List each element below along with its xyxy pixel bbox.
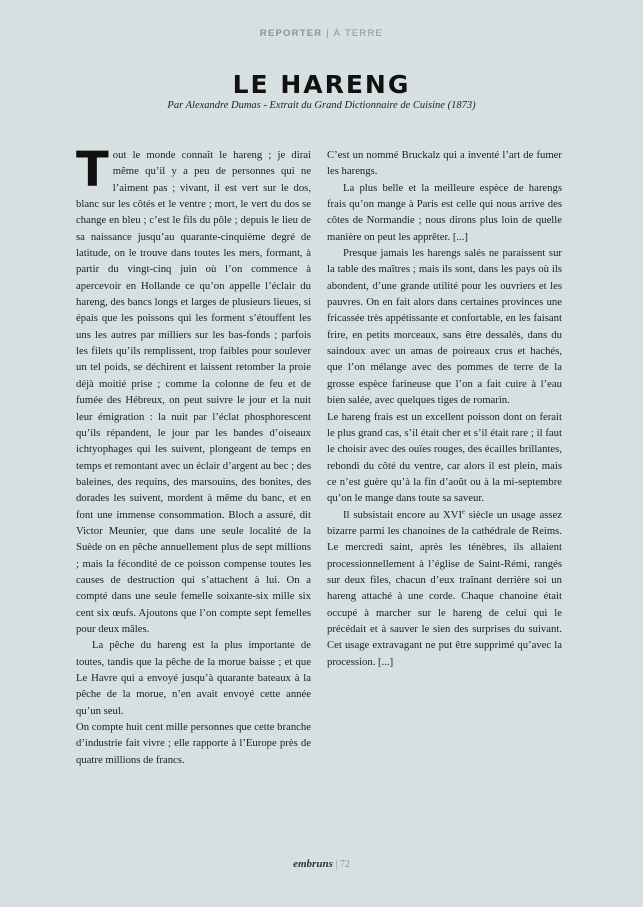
drop-cap: T: [76, 142, 109, 198]
article-byline: Par Alexandre Dumas - Extrait du Grand Dictionnaire de Cuisine (1873): [167, 100, 476, 111]
century-superscript: e: [462, 508, 465, 515]
page-footer: [0, 858, 643, 870]
paragraph-2: La pêche du hareng est la plus importante de toutes, tandis que la pêche de la morue baisse ; et que Le Havre qui a envoyé jusqu’à quarante bateaux à la pêche de la morue, n’en avait envoyé cette année qu’un seul.: [76, 639, 311, 717]
paragraph-8: [327, 507, 562, 670]
right-column: [327, 147, 562, 670]
article-title: LE HARENG: [232, 70, 411, 99]
header-separator: |: [322, 28, 334, 39]
paragraph-1: [76, 142, 311, 637]
paragraph-1-text: out le monde connaît le hareng ; je dirai même qu’il y a peu de personnes qui ne l’aiment pas ; vivant, il est vert sur le dos, blanc sur les côtés et le ventre ; mort, le vert du dos se change en bleu ; c’est le fils du pôle ; depuis le lieu de sa naissance jusqu’au quarante-cinquième degré de latitude, on le trouve dans toutes les mers, formant, à partir du vingt-cinq juin où l’on commence à apercevoir en Hollande ce qu’on appelle l’éclair du hareng, des bancs longs et larges de plusieurs lieues, si épais que les poissons qui les forment s’étouffent les uns les autres par milliers sur les bas-fonds ; parfois les filets qu’ils remplissent, trop faibles pour soulever un tel poids, se déchirent et laissent retomber la proie déjà moitié prise ; comme la colonne de feu et de fumée des Hébreux, on peut suivre le jour et la nuit leur émigration : la nuit par l’éclat phosphorescent qu’ils répandent, le jour par les bandes d’oiseaux ichtyophages qui les suivent, plongeant de temps en temps et remontant avec un éclair d’argent au bec ; des baleines, des requins, des marsouins, des bonites, des dorades les suivent, mordent à même du banc, et en font une immense consommation. Bloch a assuré, dit Victor Meunier, que dans une seule localité de la Suède on en pêche annuellement plus de sept millions ; mais la fécondité de ce poisson compense toutes les causes de destruction qui s’attachent à lui. On a compté dans une seule femelle soixante-six mille six cent six œufs. Ajoutons que l’on compte sept femelles pour deux mâles.: [76, 149, 311, 635]
magazine-name: embruns: [293, 858, 333, 870]
paragraph-3: On compte huit cent mille personnes que cette branche d’industrie fait vivre ; elle rapporte à l’Europe près de quatre millions de francs.: [76, 721, 311, 766]
footer-separator: |: [332, 859, 340, 870]
subsection-label: À TERRE: [333, 28, 384, 39]
left-column: [76, 142, 311, 768]
paragraph-8-rest: siècle un usage assez bizarre parmi les chanoines de la cathédrale de Reims. Le mercredi saint, après les ténèbres, ils allaient processionnellement à l’église de Saint-Rémi, rangés sur deux files, chacun d’eux traînant derrière soi un hareng attaché à une corde. Chaque chanoine était occupé à marcher sur le hareng de celui qui le précédait et à sauver le sien des surprises du suivant. Cet usage extravagant ne put être supprimé qu’avec la procession. [...]: [327, 508, 563, 668]
paragraph-8-start: Il subsistait encore au XVI: [343, 508, 463, 521]
paragraph-6: Presque jamais les harengs salés ne paraissent sur la table des maîtres ; mais ils sont, dans les pays où ils abondent, d’une grande utilité pour les ouvriers et les pauvres. On en fait alors dans certaines provinces une fricassée très appétissante et confortable, en les faisant frire, en petits morceaux, sans être dessalés, dans du saindoux avec un amas de poireaux crus et hachés, que l’on mélange avec des pommes de terre de la grosse espèce farineuse que l’on a fait cuire à l’eau bien salée, avec quelques tiges de romarin.: [327, 247, 562, 407]
paragraph-4: C’est un nommé Bruckalz qui a inventé l’art de fumer les harengs.: [327, 149, 562, 178]
page-number: 72: [339, 859, 350, 870]
section-label: REPORTER: [259, 28, 323, 39]
paragraph-5: La plus belle et la meilleure espèce de harengs frais qu’on mange à Paris est celle qui nous arrive des côtes de Normandie ; nous dirons plus loin de quelle manière on peut les apprêter. [...]: [327, 181, 562, 243]
paragraph-7: Le hareng frais est un excellent poisson dont on ferait le plus grand cas, s’il était cher et s’il était rare ; il faut le choisir avec des ouïes rouges, des écailles brillantes, rebondi du côté du ventre, car alors il est plein, mais ce n’est guère qu’à la fin d’août ou à la mi-septembre qu’on le mange dans toute sa saveur.: [327, 410, 562, 505]
section-header: [0, 28, 643, 39]
